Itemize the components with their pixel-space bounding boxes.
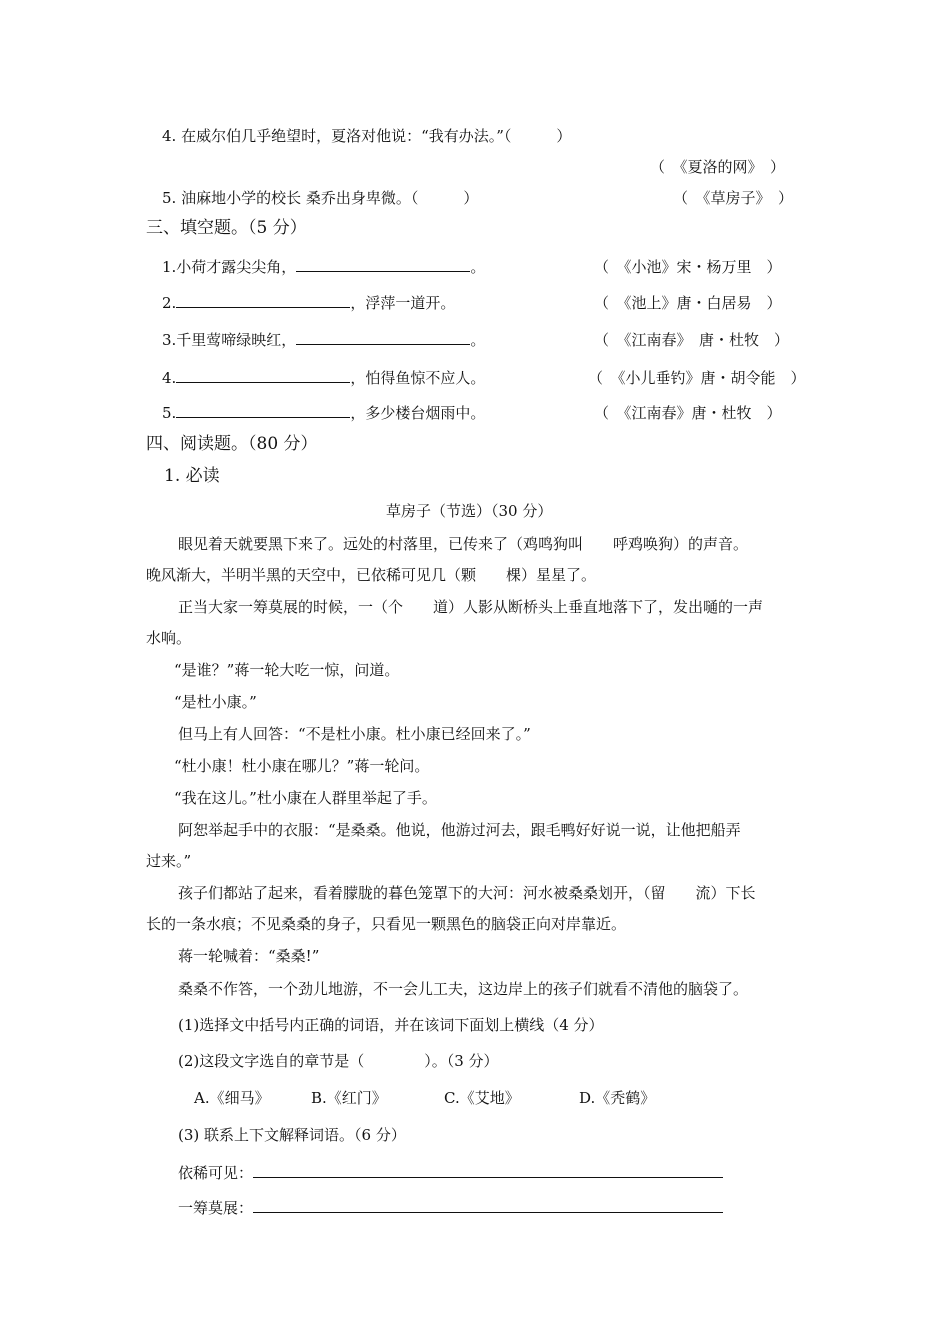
fill-blank-5[interactable] <box>176 403 350 418</box>
passage-title: 草房子（节选）（30 分） <box>386 502 553 520</box>
fill-item-5 <box>162 403 485 423</box>
question-1: (1)选择文中括号内正确的词语，并在该词下面划上横线（4 分） <box>178 1016 604 1034</box>
fill-blank-3[interactable] <box>296 330 470 345</box>
judgement-item-4-source: （ 《夏洛的网》 ） <box>650 158 786 176</box>
passage-line: 孩子们都站了起来，看着朦胧的暮色笼罩下的大河：河水被桑桑划开，（留 流）下长 <box>178 884 756 902</box>
passage-line: 长的一条水痕；不见桑桑的身子，只看见一颗黑色的脑袋正向对岸靠近。 <box>146 915 627 933</box>
fill-blank-4[interactable] <box>176 368 350 383</box>
judgement-item-4: 4. 在威尔伯几乎绝望时，夏洛对他说：“我有办法。”（ ） <box>162 127 572 145</box>
question-2: (2)这段文字选自的章节是（ ）。（3 分） <box>178 1052 499 1070</box>
judgement-item-5: 5. 油麻地小学的校长 桑乔出身卑微。（ ） <box>162 189 479 207</box>
passage-line: 正当大家一筹莫展的时候，一（个 道）人影从断桥头上垂直地落下了，发出嗵的一声 <box>178 598 764 616</box>
term-answer-line-1[interactable] <box>253 1163 723 1178</box>
fill-item-2-pre: 2. <box>162 294 177 312</box>
fill-item-5-source: （ 《江南春》唐・杜牧 ） <box>594 404 782 422</box>
fill-item-3-pre: 3.千里莺啼绿映红， <box>162 331 297 349</box>
fill-item-3-source: （ 《江南春》 唐・杜牧 ） <box>594 331 790 349</box>
passage-line: 阿恕举起手中的衣服：“是桑桑。他说，他游过河去，跟毛鸭好好说一说，让他把船弄 <box>178 821 741 839</box>
passage-line: “杜小康！杜小康在哪儿？”蒋一轮问。 <box>174 757 430 775</box>
passage-line: “我在这儿。”杜小康在人群里举起了手。 <box>174 789 437 807</box>
judgement-item-5-source: （ 《草房子》 ） <box>673 189 794 207</box>
fill-item-4-pre: 4. <box>162 369 177 387</box>
term-row-1 <box>178 1163 723 1183</box>
passage-line: 过来。” <box>146 852 192 870</box>
fill-item-1-pre: 1.小荷才露尖尖角， <box>162 258 297 276</box>
passage-line: 晚风渐大，半明半黑的天空中，已依稀可见几（颗 棵）星星了。 <box>146 566 597 584</box>
passage-line: 但马上有人回答：“不是杜小康。杜小康已经回来了。” <box>178 725 531 743</box>
fill-item-1 <box>162 257 485 277</box>
option-c[interactable]: C.《艾地》 <box>444 1089 520 1107</box>
reading-subheading: 1. 必读 <box>164 466 220 486</box>
fill-heading: 三、填空题。（5 分） <box>146 218 307 238</box>
fill-blank-1[interactable] <box>296 257 470 272</box>
fill-item-2-post: ，浮萍一道开。 <box>350 294 456 312</box>
fill-item-5-pre: 5. <box>162 404 177 422</box>
term-label-1: 依稀可见： <box>178 1164 254 1182</box>
fill-item-3-post: 。 <box>470 331 486 349</box>
option-b[interactable]: B.《红门》 <box>311 1089 387 1107</box>
passage-line: 水响。 <box>146 629 192 647</box>
fill-item-1-post: 。 <box>470 258 486 276</box>
fill-item-2 <box>162 293 455 313</box>
passage-line: “是杜小康。” <box>174 693 257 711</box>
fill-item-1-source: （ 《小池》宋・杨万里 ） <box>594 258 782 276</box>
fill-item-4-source: （ 《小儿垂钓》唐・胡令能 ） <box>588 369 806 387</box>
fill-item-2-source: （ 《池上》唐・白居易 ） <box>594 294 782 312</box>
reading-heading: 四、阅读题。（80 分） <box>146 434 318 454</box>
passage-line: “是谁？”蒋一轮大吃一惊，问道。 <box>174 661 400 679</box>
fill-blank-2[interactable] <box>176 293 350 308</box>
passage-line: 蒋一轮喊着：“桑桑!” <box>178 947 320 965</box>
fill-item-4 <box>162 368 485 388</box>
fill-item-3 <box>162 330 485 350</box>
term-answer-line-2[interactable] <box>253 1198 723 1213</box>
passage-line: 眼见着天就要黑下来了。远处的村落里，已传来了（鸡鸣狗叫 呼鸡唤狗）的声音。 <box>178 535 749 553</box>
fill-item-5-post: ，多少楼台烟雨中。 <box>350 404 486 422</box>
option-a[interactable]: A.《细马》 <box>194 1089 270 1107</box>
term-label-2: 一筹莫展： <box>178 1199 254 1217</box>
term-row-2 <box>178 1198 723 1218</box>
fill-item-4-post: ，怕得鱼惊不应人。 <box>350 369 486 387</box>
passage-line: 桑桑不作答，一个劲儿地游，不一会儿工夫，这边岸上的孩子们就看不清他的脑袋了。 <box>178 980 749 998</box>
option-d[interactable]: D.《秃鹤》 <box>579 1089 656 1107</box>
question-3: (3) 联系上下文解释词语。（6 分） <box>178 1126 406 1144</box>
